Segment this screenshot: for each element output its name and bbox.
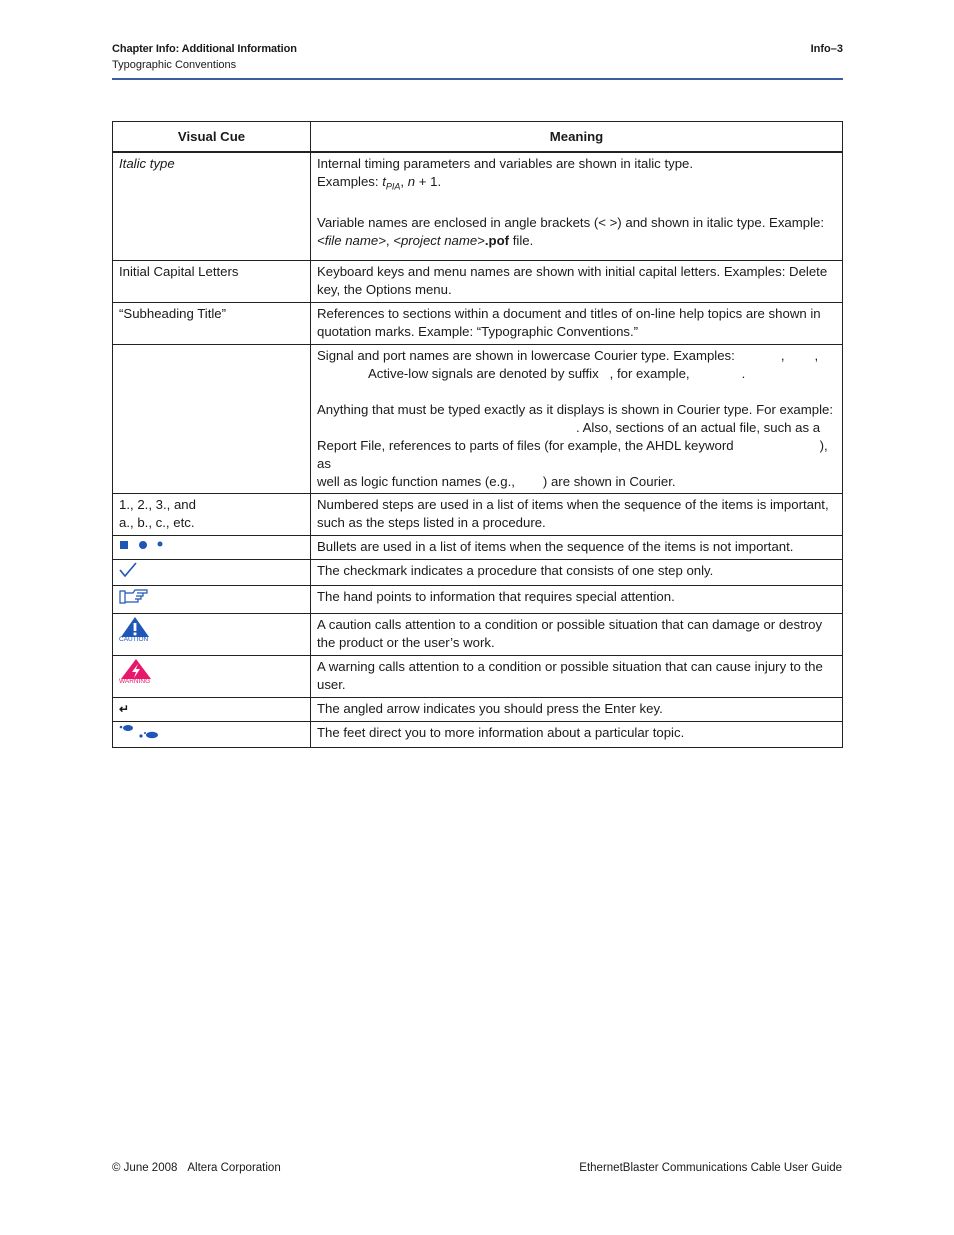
footer-left bbox=[112, 1162, 281, 1174]
cue-cell: Initial Capital Letters bbox=[113, 260, 311, 302]
pof-extension: .pof bbox=[484, 232, 510, 248]
var-n: n bbox=[407, 174, 416, 189]
text: , bbox=[814, 347, 819, 363]
table-row bbox=[113, 697, 843, 721]
examples-label: Examples: bbox=[317, 174, 383, 189]
meaning-line bbox=[317, 419, 836, 437]
page-number: Info–3 bbox=[810, 43, 843, 55]
table-row bbox=[113, 260, 843, 302]
meaning-cell: The angled arrow indicates you should press the Enter key. bbox=[311, 697, 843, 721]
table-row bbox=[113, 559, 843, 585]
meaning-line bbox=[317, 365, 836, 383]
column-header-cue: Visual Cue bbox=[113, 122, 311, 153]
table-row bbox=[113, 152, 843, 260]
warning-icon bbox=[119, 658, 153, 688]
footer-guide-title: EthernetBlaster Communications Cable User Guide bbox=[579, 1162, 842, 1174]
meaning-line: Anything that must be typed exactly as it displays is shown in Courier type. For example: bbox=[317, 401, 834, 417]
feet-icon bbox=[119, 724, 161, 745]
meaning-cell: The checkmark indicates a procedure that consists of one step only. bbox=[311, 559, 843, 585]
cue-line: 1., 2., 3., and bbox=[119, 496, 196, 512]
sep: , bbox=[400, 174, 408, 189]
text: , bbox=[780, 347, 785, 363]
cue-cell bbox=[113, 344, 311, 493]
warning-icon-label: WARNING bbox=[119, 677, 151, 685]
var-t: t bbox=[382, 174, 386, 189]
meaning-cell: A caution calls attention to a condition or possible situation that can damage or destroy the product or the user’s work. bbox=[311, 613, 843, 655]
meaning-line bbox=[317, 347, 836, 365]
cue-cell bbox=[113, 613, 311, 655]
text: Report File, references to parts of files (for example, the AHDL keyword bbox=[317, 437, 734, 453]
meaning-cell: The hand points to information that requires special attention. bbox=[311, 585, 843, 613]
text: . Also, sections of an actual file, such as a bbox=[576, 419, 821, 435]
cue-cell: Italic type bbox=[113, 152, 311, 260]
meaning-line bbox=[317, 232, 836, 250]
meaning-line: Internal timing parameters and variables are shown in italic type. bbox=[317, 156, 694, 171]
table-row bbox=[113, 721, 843, 747]
file-name-example: <file name> bbox=[317, 232, 386, 248]
table-row bbox=[113, 302, 843, 344]
meaning-cell: Keyboard keys and menu names are shown with initial capital letters. Examples: Delete key, the Options menu. bbox=[311, 260, 843, 302]
plus-one: + 1. bbox=[415, 174, 442, 189]
cue-cell bbox=[113, 493, 311, 535]
page-header bbox=[112, 42, 843, 80]
text: ) are shown in Courier. bbox=[542, 473, 676, 489]
section-title: Typographic Conventions bbox=[112, 59, 237, 71]
text: ), as bbox=[317, 437, 828, 471]
table-row bbox=[113, 655, 843, 697]
meaning-cell: Numbered steps are used in a list of items when the sequence of the items is important, such as the steps listed in a procedure. bbox=[311, 493, 843, 535]
meaning-line bbox=[317, 173, 836, 196]
var-pia: PIA bbox=[385, 181, 401, 192]
checkmark-icon bbox=[119, 562, 137, 583]
cue-cell: “Subheading Title” bbox=[113, 302, 311, 344]
enter-arrow-icon: ↵ bbox=[119, 701, 130, 716]
meaning-line: Variable names are enclosed in angle brackets (< >) and shown in italic type. Example: bbox=[317, 214, 825, 230]
meaning-cell bbox=[311, 344, 843, 493]
cue-line: a., b., c., etc. bbox=[119, 514, 195, 530]
table-row bbox=[113, 585, 843, 613]
text: well as logic function names (e.g., bbox=[317, 473, 515, 489]
file-suffix: file. bbox=[509, 232, 534, 248]
meaning-cell: References to sections within a document and titles of on-line help topics are shown in quotation marks. Example: “Typographic Conventions.” bbox=[311, 302, 843, 344]
pointing-hand-icon bbox=[119, 588, 149, 611]
cue-cell bbox=[113, 585, 311, 613]
text: Active-low signals are denoted by suffix bbox=[368, 365, 599, 381]
table-row bbox=[113, 493, 843, 535]
table-row bbox=[113, 613, 843, 655]
table-header-row bbox=[113, 122, 843, 153]
cue-cell bbox=[113, 559, 311, 585]
cue-cell bbox=[113, 535, 311, 559]
table-row bbox=[113, 344, 843, 493]
cue-cell bbox=[113, 655, 311, 697]
conventions-table bbox=[112, 121, 843, 748]
bullets-icon bbox=[119, 538, 169, 557]
caution-icon bbox=[119, 616, 151, 646]
sep: , bbox=[385, 232, 394, 248]
text: . bbox=[741, 365, 746, 381]
project-name-example: <project name> bbox=[393, 232, 485, 248]
text: Signal and port names are shown in lowercase Courier type. Examples: bbox=[317, 347, 735, 363]
meaning-line bbox=[317, 473, 836, 491]
meaning-line bbox=[317, 437, 836, 473]
footer-company: Altera Corporation bbox=[187, 1162, 281, 1174]
meaning-cell: A warning calls attention to a condition or possible situation that can cause injury to the user. bbox=[311, 655, 843, 697]
caution-icon-label: CAUTION bbox=[119, 635, 149, 643]
table-row bbox=[113, 535, 843, 559]
meaning-cell: The feet direct you to more information about a particular topic. bbox=[311, 721, 843, 747]
footer-date: © June 2008 bbox=[112, 1162, 178, 1174]
meaning-cell bbox=[311, 152, 843, 260]
chapter-title: Chapter Info: Additional Information bbox=[112, 43, 297, 55]
column-header-meaning: Meaning bbox=[311, 122, 843, 153]
meaning-cell: Bullets are used in a list of items when the sequence of the items is not important. bbox=[311, 535, 843, 559]
cue-cell bbox=[113, 721, 311, 747]
text: , for example, bbox=[609, 365, 690, 381]
cue-cell bbox=[113, 697, 311, 721]
